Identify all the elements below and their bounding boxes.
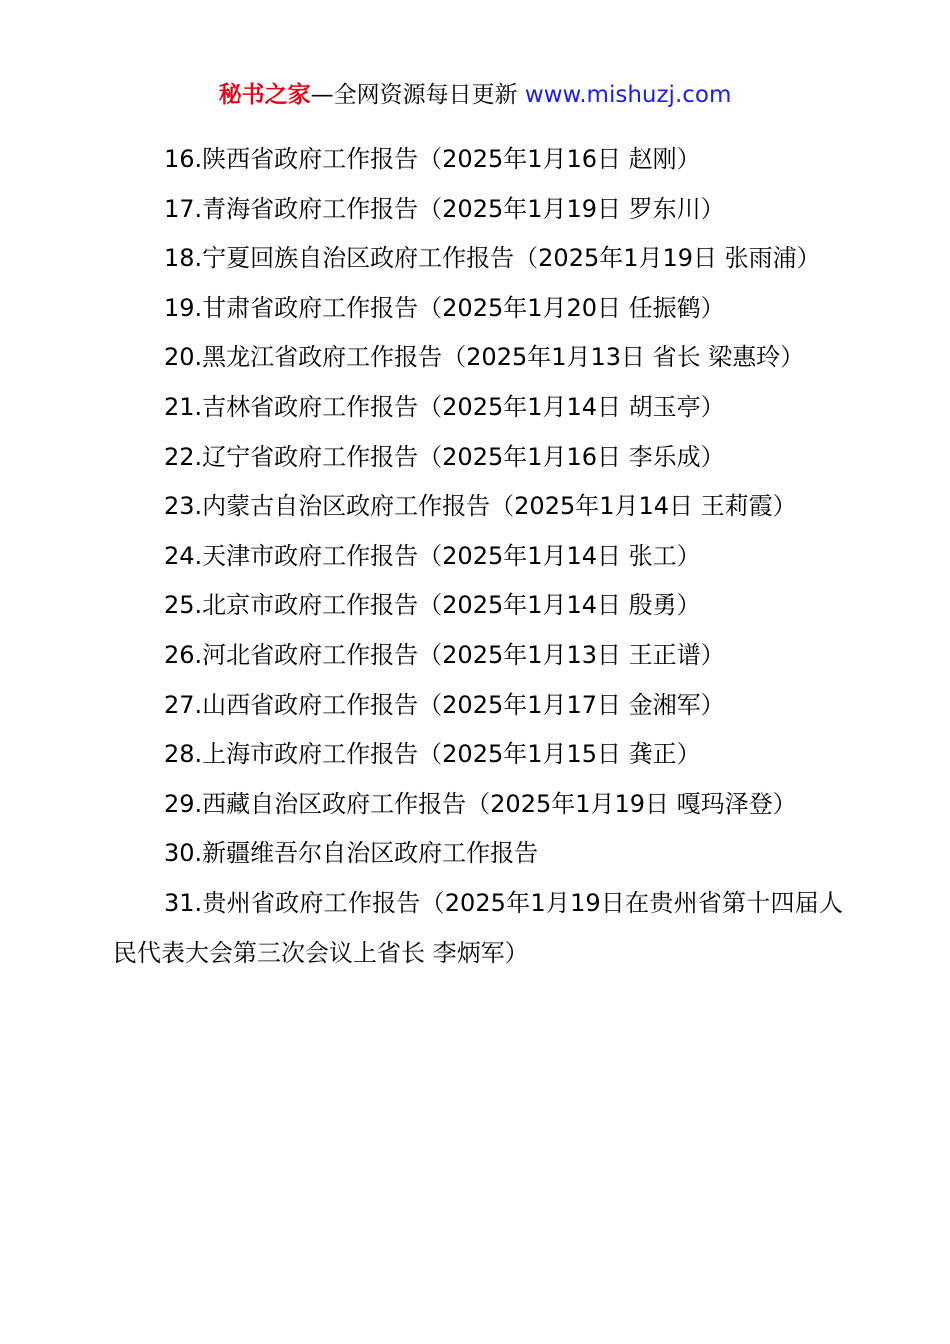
list-item: 26.河北省政府工作报告（2025年1月13日 王正谱） [164,640,725,669]
report-list [113,135,843,978]
list-item: 20.黑龙江省政府工作报告（2025年1月13日 省长 梁惠玲） [164,343,805,372]
site-brand: 秘书之家 [218,82,311,108]
list-item: 28.上海市政府工作报告（2025年1月15日 龚正） [164,740,701,769]
list-item: 31.贵州省政府工作报告（2025年1月19日在贵州省第十四届人民代表大会第三次会议上省长 李炳军） [113,888,843,967]
site-url-link[interactable]: www.mishuzj.com [524,82,732,108]
list-item: 23.内蒙古自治区政府工作报告（2025年1月14日 王莉霞） [164,492,797,521]
list-item: 25.北京市政府工作报告（2025年1月14日 殷勇） [164,591,701,620]
list-item: 27.山西省政府工作报告（2025年1月17日 金湘军） [164,690,725,719]
list-item: 16.陕西省政府工作报告（2025年1月16日 赵刚） [164,145,701,173]
list-item: 29.西藏自治区政府工作报告（2025年1月19日 嘎玛泽登） [164,789,797,818]
list-item: 19.甘肃省政府工作报告（2025年1月20日 任振鹤） [164,293,725,322]
list-item: 24.天津市政府工作报告（2025年1月14日 张工） [164,541,701,570]
list-item: 22.辽宁省政府工作报告（2025年1月16日 李乐成） [164,442,725,471]
list-item: 21.吉林省政府工作报告（2025年1月14日 胡玉亭） [164,392,725,421]
site-header [0,78,950,112]
list-item: 18.宁夏回族自治区政府工作报告（2025年1月19日 张雨浦） [164,244,821,273]
list-item: 17.青海省政府工作报告（2025年1月19日 罗东川） [164,194,725,223]
list-item: 30.新疆维吾尔自治区政府工作报告 [164,839,539,868]
site-tagline: —全网资源每日更新 [310,82,525,108]
